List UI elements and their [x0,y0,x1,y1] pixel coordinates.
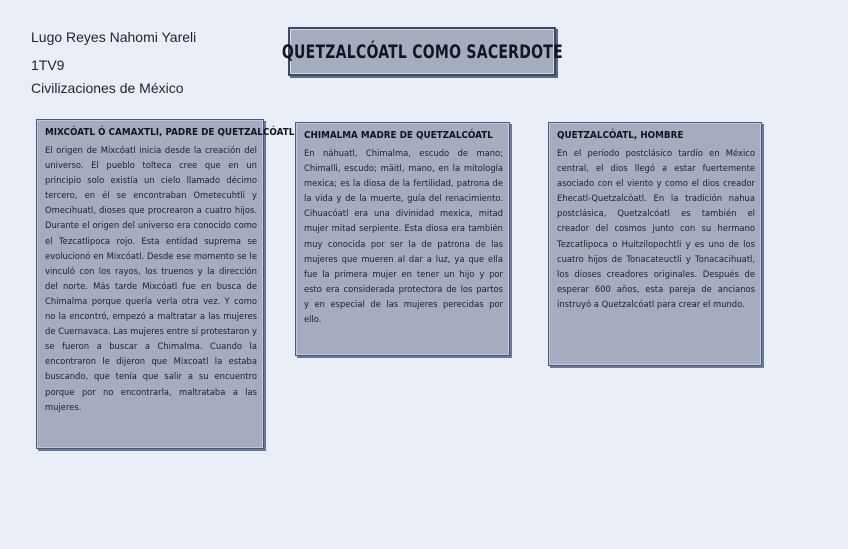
card-chimalma [295,122,510,356]
student-name: Lugo Reyes Nahomi Yareli [31,29,197,45]
card-heading: MIXCÓATL Ó CAMAXTLI, PADRE DE QUETZALCÓATL [45,127,295,138]
card-heading: CHIMALMA MADRE DE QUETZALCÓATL [304,130,493,141]
card-body: El origen de Mixcóatl inicia desde la creación del universo. El pueblo tolteca cree que en un principio solo existía un cielo llamado décimo tercero, en él se encontraban Ometecuhtli y Omecihuatl, dioses que procrearon a cuatro hijos. Durante el origen del universo era conocido como el Tezcatlipoca rojo. Esta entidad suprema se evolucionó en Mixcóatl. Desde ese momento se le vinculó con los rayos, los truenos y la dirección del norte. Más tarde Mixcóatl fue en busca de Chimalma porque quería verla otra vez. Y como no la encontró, empezó a maltratar a las mujeres de Cuernavaca. Las mujeres entre sí protestaron y se fueron a buscar a Chimalma. Cuando la encontraron le dijeron que Mixcoatl la estaba buscando, que tenía que salir a su encuentro porque por no encontrarla, maltrataba a las mujeres. [45,145,257,412]
student-group: 1TV9 [31,57,65,73]
course-name: Civilizaciones de México [31,80,184,96]
card-heading: QUETZALCÓATL, HOMBRE [557,130,684,141]
card-mixcoatl [36,119,295,449]
card-body: En el período postclásico tardío en México central, el dios llegó a estar fuertemente asociado con el viento y como el dios creador Ehecatl-Quetzalcóatl. En la tradición nahua postclásica, Quetzalcóatl es también el creador del cosmos junto con su hermano Tezcatlipoca o Huitzilopochtli y es uno de los cuatro hijos de Tonacateuctli y Tonacacihuatl, los dioses creadores originales. Después de esperar 600 años, esta pareja de ancianos instruyó a Quetzalcóatl para crear el mundo. [557,148,755,309]
card-body: En náhuatl, Chimalma, escudo de mano; Chimalli, escudo; mäitl, mano, en la mitología mexica; es la diosa de la fertilidad, patrona de la vida y de la muerte, guía del renacimiento. Cihuacóatl era una divinidad mexica, mitad mujer mitad serpiente. Esta diosa era también muy conocida por ser la de patrona de las mujeres que mueren al dar a luz, ya que ella fue la primera mujer en tener un hijo y por esto era considerada protectora de los partos y en especial de las mujeres perecidas por ello. [304,148,503,325]
main-title: QUETZALCÓATL COMO SACERDOTE [281,40,563,63]
card-quetzalcoatl-hombre [548,122,762,366]
main-title-box [281,27,563,76]
